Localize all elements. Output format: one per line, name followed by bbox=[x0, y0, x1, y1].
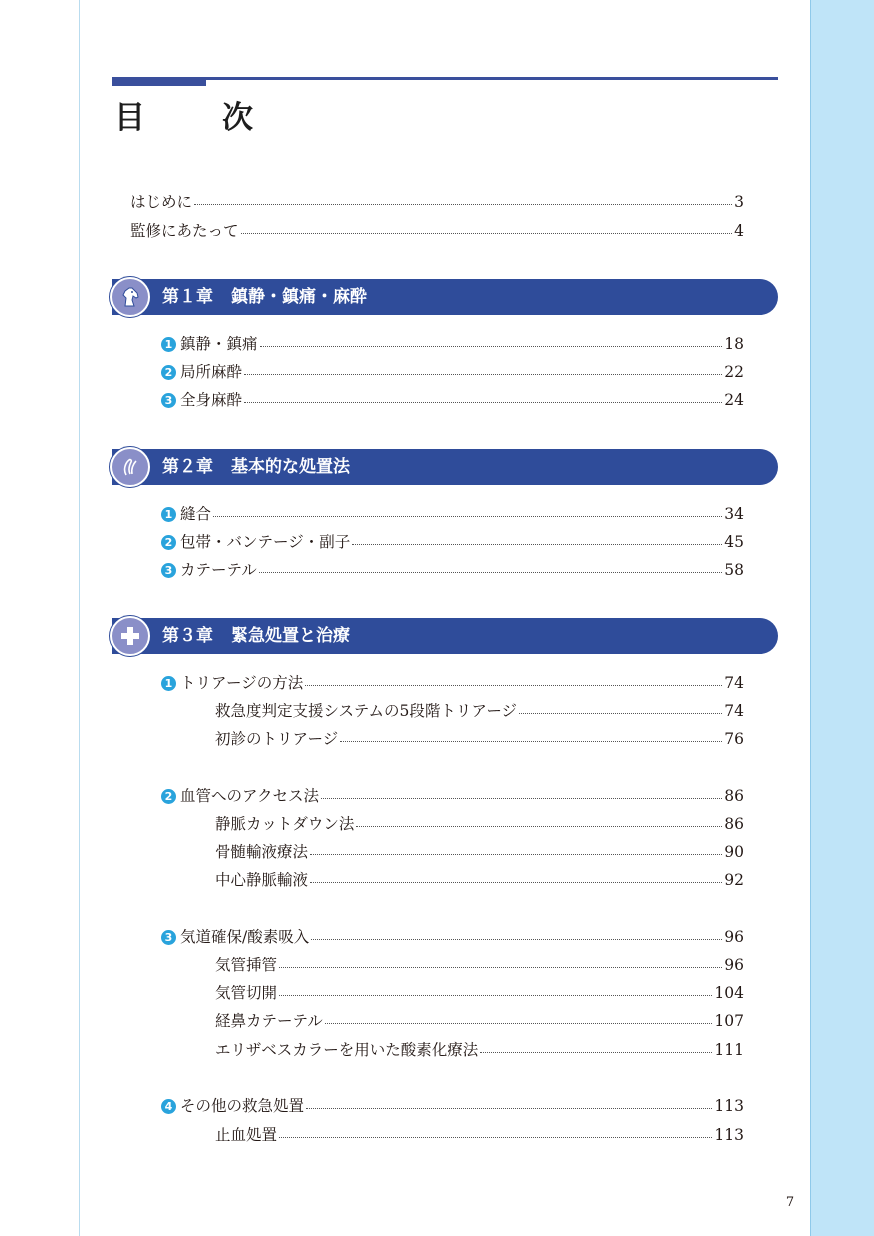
chapter-title bbox=[162, 279, 367, 315]
toc-entry-page: 113 bbox=[714, 1126, 744, 1144]
toc-subsection[interactable] bbox=[215, 700, 744, 722]
dot-leader bbox=[305, 685, 722, 686]
toc-section[interactable] bbox=[161, 672, 744, 694]
toc-subsection[interactable] bbox=[215, 1010, 744, 1032]
dot-leader bbox=[259, 572, 723, 573]
page-title: 目 次 bbox=[114, 100, 276, 136]
toc-section[interactable] bbox=[161, 559, 744, 581]
toc-subsection[interactable] bbox=[215, 813, 744, 835]
toc-entry-page: 22 bbox=[724, 363, 744, 381]
toc-entry-label: 縫合 bbox=[180, 505, 212, 523]
section-number-badge: 1 bbox=[161, 507, 176, 522]
toc-entry-label: 止血処置 bbox=[215, 1126, 278, 1144]
left-margin-rule bbox=[79, 0, 80, 1236]
dot-leader bbox=[194, 204, 732, 205]
toc-entry-label: 気管挿管 bbox=[215, 956, 278, 974]
toc-entry-page: 92 bbox=[724, 871, 744, 889]
toc-entry-label: 監修にあたって bbox=[130, 222, 239, 240]
dot-leader bbox=[310, 854, 722, 855]
chapter-2-heading[interactable] bbox=[112, 449, 778, 485]
toc-subsection[interactable] bbox=[215, 1124, 744, 1146]
toc-entry-page: 107 bbox=[714, 1012, 744, 1030]
chapter-number: 第３章 bbox=[162, 626, 213, 646]
toc-entry-page: 74 bbox=[724, 702, 744, 720]
toc-entry-page: 45 bbox=[724, 533, 744, 551]
toc-subsection[interactable] bbox=[215, 728, 744, 750]
needle-icon bbox=[110, 447, 150, 487]
toc-entry-page: 104 bbox=[714, 984, 744, 1002]
chapter-title bbox=[162, 618, 350, 654]
toc-entry-label: エリザベスカラーを用いた酸素化療法 bbox=[215, 1041, 479, 1059]
chapter-name: 緊急処置と治療 bbox=[231, 626, 350, 646]
dot-leader bbox=[260, 346, 723, 347]
toc-section[interactable] bbox=[161, 389, 744, 411]
title-rule-accent bbox=[112, 77, 206, 86]
toc-section[interactable] bbox=[161, 785, 744, 807]
title-rule bbox=[112, 77, 778, 80]
toc-entry-label: カテーテル bbox=[180, 561, 257, 579]
toc-entry-label: 骨髄輸液療法 bbox=[215, 843, 309, 861]
toc-entry-page: 90 bbox=[724, 843, 744, 861]
page-number: 7 bbox=[785, 1195, 795, 1210]
toc-subsection[interactable] bbox=[215, 982, 744, 1004]
chapter-title bbox=[162, 449, 350, 485]
toc-section[interactable] bbox=[161, 531, 744, 553]
toc-entry-page: 86 bbox=[724, 815, 744, 833]
dot-leader bbox=[241, 233, 733, 234]
section-number-badge: 4 bbox=[161, 1099, 176, 1114]
dot-leader bbox=[311, 939, 722, 940]
toc-entry-label: はじめに bbox=[130, 193, 193, 211]
toc-entry-page: 34 bbox=[724, 505, 744, 523]
dot-leader bbox=[519, 713, 722, 714]
chapter-1-heading[interactable] bbox=[112, 279, 778, 315]
dot-leader bbox=[340, 741, 722, 742]
toc-entry-page: 58 bbox=[724, 561, 744, 579]
section-number-badge: 3 bbox=[161, 930, 176, 945]
toc-section[interactable] bbox=[161, 1095, 744, 1117]
section-number-badge: 2 bbox=[161, 789, 176, 804]
toc-section[interactable] bbox=[161, 503, 744, 525]
toc-entry-label: 静脈カットダウン法 bbox=[215, 815, 355, 833]
toc-entry-label: 全身麻酔 bbox=[180, 391, 243, 409]
dot-leader bbox=[306, 1108, 712, 1109]
toc-subsection[interactable] bbox=[215, 954, 744, 976]
toc-subsection[interactable] bbox=[215, 841, 744, 863]
chapter-number: 第１章 bbox=[162, 287, 213, 307]
toc-entry-label: 包帯・バンテージ・副子 bbox=[180, 533, 351, 551]
dot-leader bbox=[244, 374, 722, 375]
toc-entry-page: 96 bbox=[724, 956, 744, 974]
toc-entry-page: 76 bbox=[724, 730, 744, 748]
toc-entry-label: 血管へのアクセス法 bbox=[180, 787, 320, 805]
toc-entry-page: 111 bbox=[714, 1041, 744, 1059]
section-number-badge: 1 bbox=[161, 676, 176, 691]
toc-entry-page: 3 bbox=[734, 193, 744, 211]
toc-entry-label: その他の救急処置 bbox=[180, 1097, 305, 1115]
toc-entry-label: 気管切開 bbox=[215, 984, 278, 1002]
toc-entry-label: 局所麻酔 bbox=[180, 363, 243, 381]
toc-entry-page: 74 bbox=[724, 674, 744, 692]
toc-entry-intro[interactable] bbox=[130, 191, 744, 213]
toc-section[interactable] bbox=[161, 361, 744, 383]
toc-subsection[interactable] bbox=[215, 869, 744, 891]
dot-leader bbox=[356, 826, 722, 827]
horse-head-icon bbox=[110, 277, 150, 317]
section-number-badge: 1 bbox=[161, 337, 176, 352]
section-number-badge: 3 bbox=[161, 393, 176, 408]
chapter-name: 鎮静・鎮痛・麻酔 bbox=[231, 287, 367, 307]
toc-entry-page: 86 bbox=[724, 787, 744, 805]
toc-entry-page: 4 bbox=[734, 222, 744, 240]
toc-section[interactable] bbox=[161, 333, 744, 355]
chapter-number: 第２章 bbox=[162, 457, 213, 477]
toc-subsection[interactable] bbox=[215, 1039, 744, 1061]
section-number-badge: 2 bbox=[161, 535, 176, 550]
chapter-3-heading[interactable] bbox=[112, 618, 778, 654]
toc-entry-label: 経鼻カテーテル bbox=[215, 1012, 323, 1030]
side-color-band bbox=[810, 0, 874, 1236]
toc-entry-page: 96 bbox=[724, 928, 744, 946]
dot-leader bbox=[352, 544, 722, 545]
toc-entry-page: 18 bbox=[724, 335, 744, 353]
dot-leader bbox=[244, 402, 722, 403]
dot-leader bbox=[279, 1137, 712, 1138]
dot-leader bbox=[279, 995, 712, 996]
toc-entry-page: 113 bbox=[714, 1097, 744, 1115]
dot-leader bbox=[321, 798, 722, 799]
toc-entry-supervision[interactable] bbox=[130, 220, 744, 242]
toc-entry-page: 24 bbox=[724, 391, 744, 409]
dot-leader bbox=[325, 1023, 713, 1024]
medical-cross-icon bbox=[110, 616, 150, 656]
toc-section[interactable] bbox=[161, 926, 744, 948]
dot-leader bbox=[279, 967, 722, 968]
dot-leader bbox=[213, 516, 722, 517]
toc-entry-label: 気道確保/酸素吸入 bbox=[180, 928, 310, 946]
toc-entry-label: 中心静脈輸液 bbox=[215, 871, 309, 889]
toc-entry-label: 鎮静・鎮痛 bbox=[180, 335, 258, 353]
toc-entry-label: 救急度判定支援システムの5段階トリアージ bbox=[215, 702, 518, 720]
toc-entry-label: 初診のトリアージ bbox=[215, 730, 339, 748]
chapter-name: 基本的な処置法 bbox=[231, 457, 350, 477]
section-number-badge: 2 bbox=[161, 365, 176, 380]
toc-entry-label: トリアージの方法 bbox=[180, 674, 304, 692]
dot-leader bbox=[480, 1052, 712, 1053]
section-number-badge: 3 bbox=[161, 563, 176, 578]
dot-leader bbox=[310, 882, 722, 883]
